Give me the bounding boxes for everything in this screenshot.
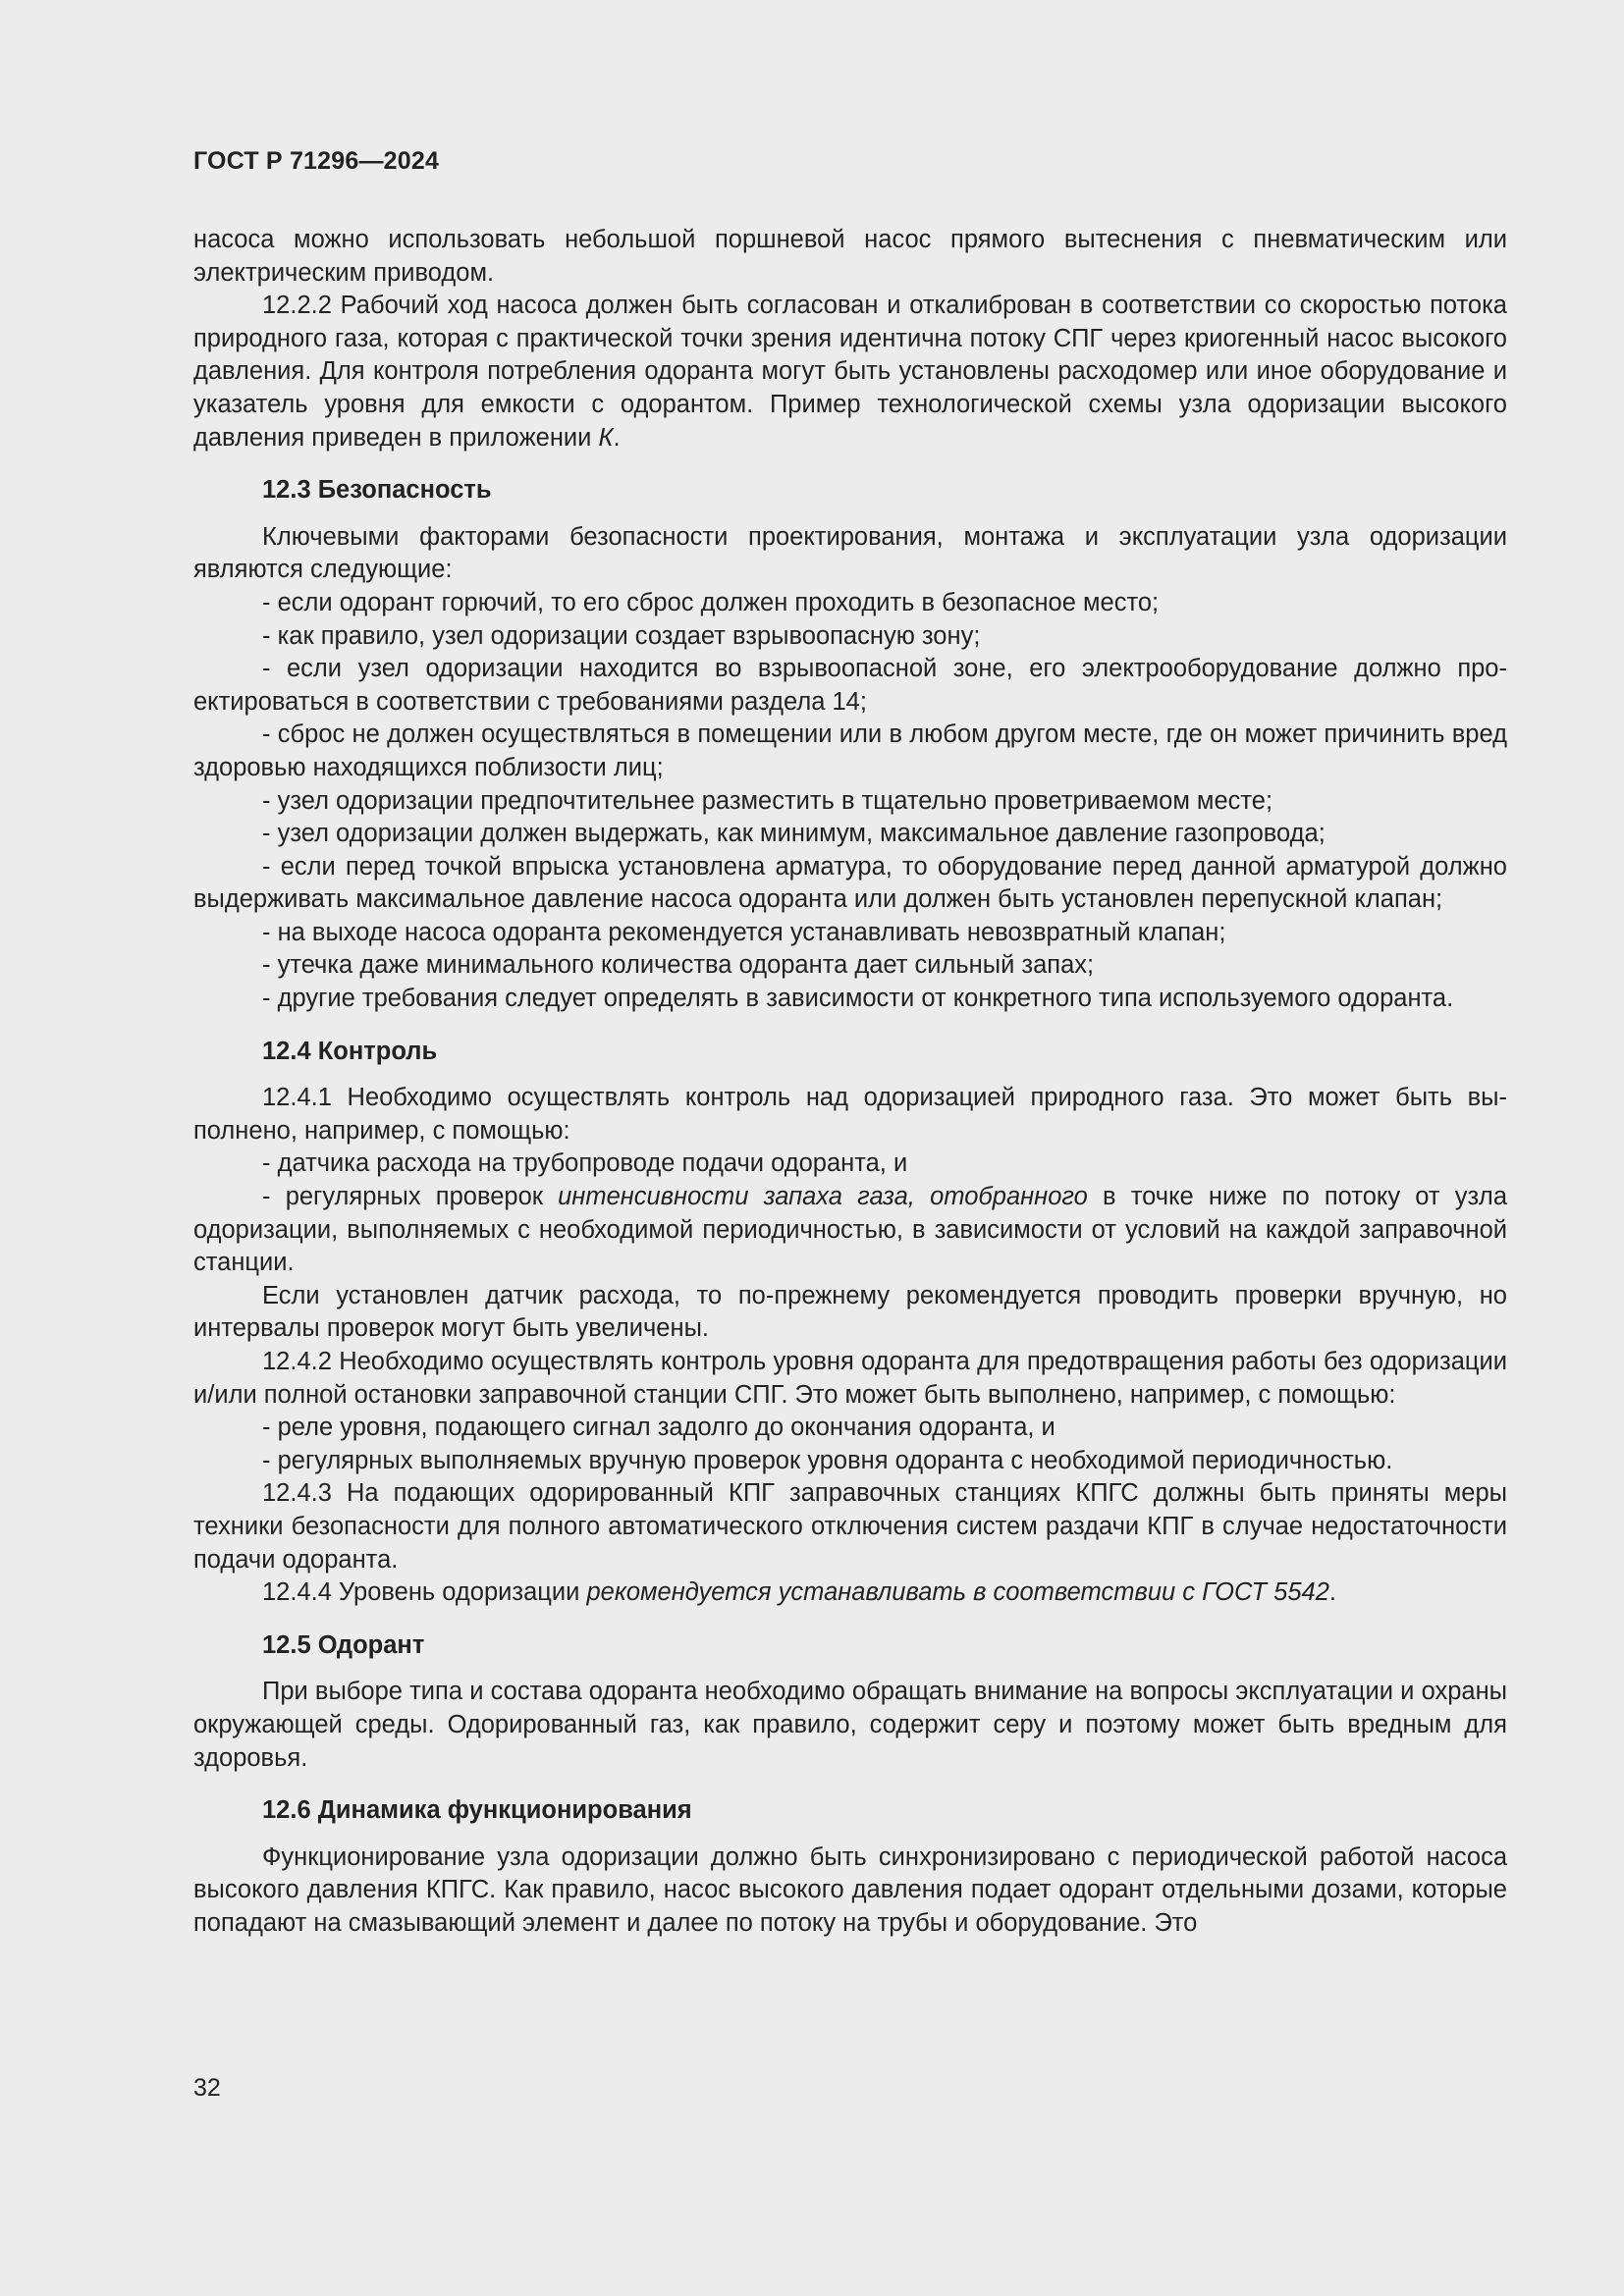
list-item: - регулярных проверок интенсивности запаха газа, отобранного в точке ниже по потоку от узла одоризации, выполняемых с необходимой периодичностью, в зависимости от условий на каждой заправочной станции. [193,1183,1507,1277]
paragraph-12-6: Функционирование узла одоризации должно быть синхронизировано с периодической работой насоса высокого давления КПГС. Как правило, насос высокого давления подает одорант отдельными дозами, которые попадают на смазывающий элемент и далее по потоку на трубы и оборудование. Это [193,1842,1507,1937]
list-item: - если перед точкой впрыска установлена арматура, то оборудование перед данной арматурой должно выдерживать максимальное давление насоса одоранта или должен быть установлен перепускной клапан; [193,852,1507,914]
section-12-3-intro: Ключевыми факторами безопасности проектирования, монтажа и эксплуатации узла одоризации являются следующие: [193,522,1507,584]
list-item: - если узел одоризации находится во взрывоопасной зоне, его электрооборудование должно проектироваться в соответствии с требованиями раздела 14; [193,655,1507,716]
list-item: - регулярных выполняемых вручную проверок уровня одоранта с необходимой периодичностью. [262,1446,1393,1474]
list-item: - узел одоризации должен выдержать, как минимум, максимальное давление газопровода; [262,820,1326,848]
section-heading-12-3: 12.3 Безопасность [262,476,492,505]
paragraph-12-4-1: 12.4.1 Необходимо осуществлять контроль над одоризацией природного газа. Это может быть выполнено, например, с помощью: [193,1084,1507,1145]
list-item: - если одорант горючий, то его сброс должен проходить в безопасное место; [262,588,1160,616]
page-body [193,224,1507,1941]
list-item: - на выходе насоса одоранта рекомендуется устанавливать невозвратный клапан; [262,918,1226,946]
list-item: - сброс не должен осуществляться в помещении или в любом другом месте, где он может причинить вред здоровью находящихся поблизости лиц; [193,721,1507,781]
list-item: - другие требования следует определять в зависимости от конкретного типа используемого одоранта. [262,985,1454,1013]
section-heading-12-6: 12.6 Динамика функционирования [262,1796,692,1825]
list-item: - как правило, узел одоризации создает взрывоопасную зону; [262,621,981,650]
paragraph-12-4-3: 12.4.3 На подающих одорированный КПГ заправочных станциях КПГС должны быть приняты меры техники безопасности для полного автоматического отключения систем раздачи КПГ в случае недостаточности подачи одоранта. [193,1479,1507,1574]
document-code-header: ГОСТ Р 71296—2024 [193,147,440,175]
section-heading-12-4: 12.4 Контроль [262,1037,438,1065]
paragraph-12-4-4: 12.4.4 Уровень одоризации рекомендуется устанавливать в соответствии с ГОСТ 5542. [262,1578,1337,1607]
list-item: - узел одоризации предпочтительнее разместить в тщательно проветриваемом месте; [262,786,1273,815]
page-number: 32 [193,2074,221,2102]
section-heading-12-5: 12.5 Одорант [262,1630,425,1659]
list-item: - реле уровня, подающего сигнал задолго до окончания одоранта, и [262,1414,1056,1442]
list-item: - датчика расхода на трубопроводе подачи одоранта, и [262,1149,908,1178]
paragraph-flow-sensor-note: Если установлен датчик расхода, то по-прежнему рекомендуется проводить проверки вручную, но интервалы проверок могут быть увеличены. [193,1281,1507,1343]
paragraph-12-5: При выборе типа и состава одоранта необходимо обращать внимание на вопросы эксплуатации и охраны окружающей среды. Одорированный газ, как правило, содержит серу и поэтому может быть вредным для здоровья. [193,1678,1507,1772]
paragraph-12-4-2: 12.4.2 Необходимо осуществлять контроль уровня одоранта для предотвращения работы без одоризации и/или полной остановки заправочной станции СПГ. Это может быть выполнено, например, с помощью: [193,1348,1507,1409]
list-item: - утечка даже минимального количества одоранта дает сильный запах; [262,951,1095,980]
paragraph-12-2-2: 12.2.2 Рабочий ход насоса должен быть согласован и откалиброван в соответствии со скоростью потока природного газа, которая с практической точки зрения идентична потоку СПГ через криогенный насос высокого давления. Для контроля потребления одоранта могут быть установлены расходомер или иное оборудование и указатель уровня для емкости с одорантом. Пример технологической схемы узла одоризации высокого давления приведен в приложении К. [193,292,1507,452]
paragraph-continuation: насоса можно использовать небольшой поршневой насос прямого вытеснения с пневматическим или электрическим приводом. [193,226,1507,287]
